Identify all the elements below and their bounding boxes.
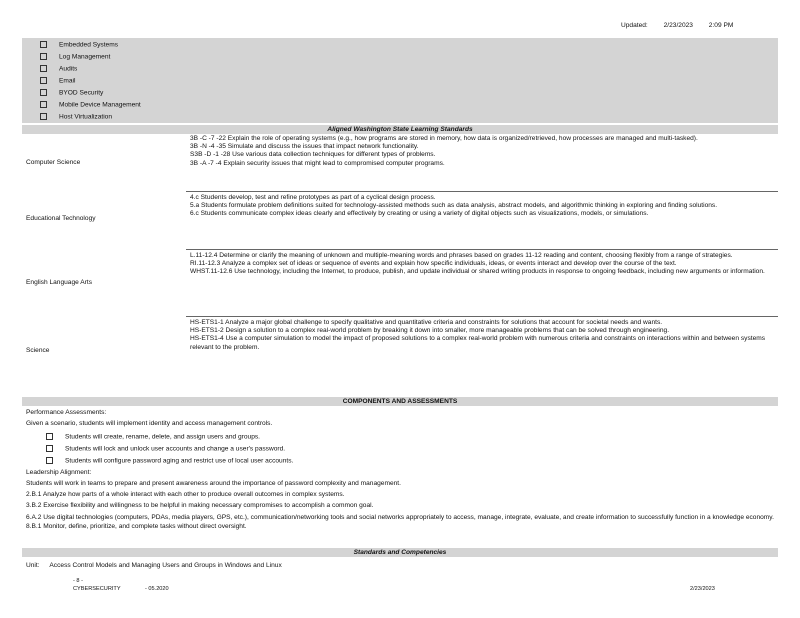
- performance-title: Performance Assessments:: [26, 409, 107, 416]
- checkbox-icon: [40, 101, 47, 108]
- standard-line: 3B -C -7 -22 Explain the role of operating systems (e.g., how programs are stored in memory, how data is organized/retrieved, how processes are managed and multi-tasked).: [190, 135, 698, 142]
- leadership-lines: [26, 480, 774, 531]
- standards-educational-technology: [190, 194, 775, 219]
- standard-line: 6.c Students communicate complex ideas clearly and effectively by creating or using a variety of digital objects such as visualizations, models, or simulations.: [190, 210, 649, 218]
- footer-year: - 05.2020: [145, 586, 169, 592]
- standard-line: WHST.11-12.6 Use technology, including the Internet, to produce, publish, and update individual or shared writing products in response to ongoing feedback, including new arguments or information.: [190, 268, 765, 276]
- standard-line: HS-ETS1-1 Analyze a major global challenge to specify qualitative and quantitative criteria and constraints for solutions that account for societal needs and wants.: [190, 319, 663, 326]
- checkbox-icon: [40, 113, 47, 120]
- standard-line: RI.11-12.3 Analyze a complex set of ideas or sequence of events and explain how specific individuals, ideas, or events interact and develop over the course of the text.: [190, 260, 677, 268]
- checkbox-icon: [46, 433, 53, 440]
- standard-line: 3B -A -7 -4 Explain security issues that might lead to compromised computer programs.: [190, 159, 445, 167]
- performance-item: Students will create, rename, delete, and assign users and groups.: [46, 433, 260, 441]
- standard-line: S3B -D -1 -28 Use various data collection techniques for different types of problems.: [190, 151, 436, 159]
- checkbox-icon: [40, 65, 47, 72]
- performance-item: Students will configure password aging and restrict use of local user accounts.: [46, 457, 293, 465]
- updated-time: 2:09 PM: [708, 22, 734, 29]
- aligned-standards-header: Aligned Washington State Learning Standards: [22, 125, 778, 134]
- topic-item: Host Virtualization: [40, 113, 112, 121]
- topic-item: Audits: [40, 65, 77, 73]
- footer-date: 2/23/2023: [690, 586, 715, 592]
- leadership-title: Leadership Alignment:: [26, 469, 92, 476]
- unit-value: Access Control Models and Managing Users and Groups in Windows and Linux: [49, 562, 282, 569]
- topic-item: Mobile Device Management: [40, 101, 141, 109]
- unit-row: [26, 562, 282, 570]
- updated-label: Updated:: [621, 22, 648, 29]
- updated-stamp: [621, 22, 733, 30]
- checkbox-icon: [40, 53, 47, 60]
- row-divider: [186, 249, 778, 250]
- topic-list-block: [22, 38, 778, 123]
- leadership-line: 6.A.2 Use digital technologies (computers, PDAs, media players, GPS, etc.), communication/networking tools and social networks appropriately to access, manage, integrate, evaluate, and create information to successfully function in a knowledge economy.: [26, 513, 774, 521]
- performance-item: Students will lock and unlock user accounts and change a user's password.: [46, 445, 285, 453]
- subject-science: Science: [26, 347, 50, 354]
- subject-educational-technology: Educational Technology: [26, 215, 96, 222]
- standard-line: 4.c Students develop, test and refine prototypes as part of a cyclical design process.: [190, 194, 436, 201]
- leadership-line: 2.B.1 Analyze how parts of a whole interact with each other to produce overall outcomes in complex systems.: [26, 491, 345, 499]
- checkbox-icon: [40, 89, 47, 96]
- topic-item: Email: [40, 77, 76, 85]
- standards-science: [190, 319, 775, 352]
- checkbox-icon: [40, 41, 47, 48]
- standard-line: 5.a Students formulate problem definitions suited for technology-assisted methods such as data analysis, abstract models, and algorithmic thinking in exploring and finding solutions.: [190, 202, 718, 210]
- leadership-line: 3.B.2 Exercise flexibility and willingness to be helpful in making necessary compromises to accomplish a common goal.: [26, 502, 374, 510]
- updated-date: 2/23/2023: [663, 22, 693, 29]
- performance-intro: Given a scenario, students will implement identity and access management controls.: [26, 420, 273, 427]
- checkbox-icon: [40, 77, 47, 84]
- footer-course: CYBERSECURITY: [73, 586, 121, 592]
- standards-english-language-arts: [190, 252, 775, 277]
- standard-line: HS-ETS1-4 Use a computer simulation to model the impact of proposed solutions to a complex real-world problem with numerous criteria and constraints on interactions within and between systems relevant to the problem.: [190, 335, 766, 351]
- subject-english-language-arts: English Language Arts: [26, 279, 92, 286]
- standards-competencies-header: Standards and Competencies: [22, 548, 778, 557]
- topic-item: BYOD Security: [40, 89, 103, 97]
- standard-line: 3B -N -4 -35 Simulate and discuss the issues that impact network functionality.: [190, 143, 419, 151]
- row-divider: [186, 191, 778, 192]
- subject-computer-science: Computer Science: [26, 159, 81, 166]
- row-divider: [186, 316, 778, 317]
- standard-line: HS-ETS1-2 Design a solution to a complex real-world problem by breaking it down into smaller, more manageable problems that can be solved through engineering.: [190, 327, 670, 335]
- components-header: COMPONENTS AND ASSESSMENTS: [22, 397, 778, 406]
- unit-label: Unit:: [26, 562, 40, 569]
- footer-page-number: - 8 -: [73, 578, 83, 584]
- standard-line: L.11-12.4 Determine or clarify the meaning of unknown and multiple-meaning words and phrases based on grades 11-12 reading and content, choosing flexibly from a range of strategies.: [190, 252, 733, 259]
- standards-computer-science: [190, 135, 775, 168]
- leadership-line: 8.B.1 Monitor, define, prioritize, and complete tasks without direct oversight.: [26, 522, 247, 530]
- checkbox-icon: [46, 445, 53, 452]
- topic-item: Embedded Systems: [40, 41, 118, 49]
- checkbox-icon: [46, 457, 53, 464]
- topic-item: Log Management: [40, 53, 110, 61]
- leadership-line: Students will work in teams to prepare and present awareness around the importance of password complexity and management.: [26, 480, 401, 487]
